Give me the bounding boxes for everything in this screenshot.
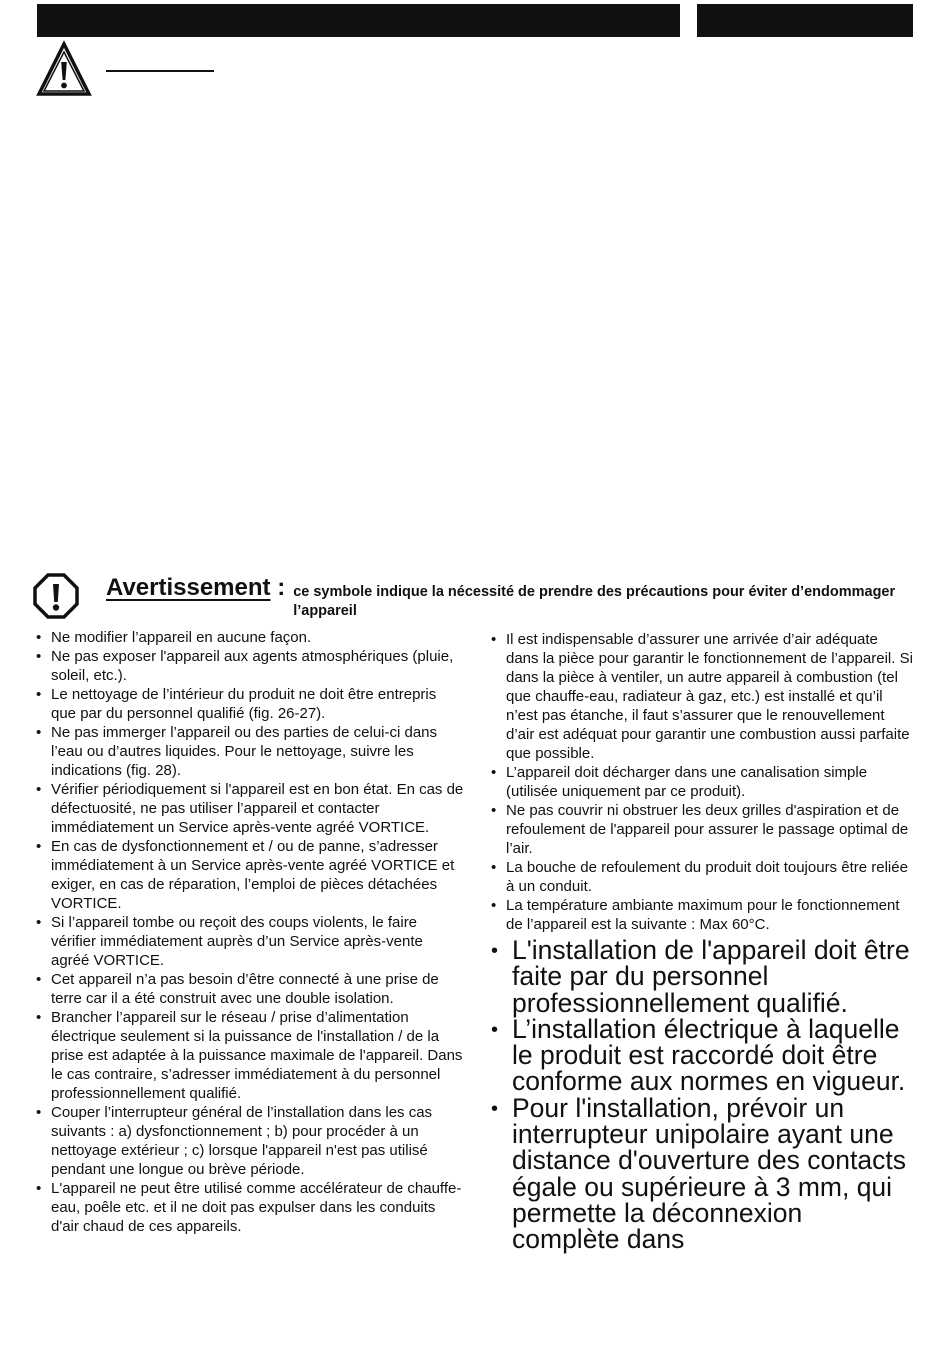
left-list — [34, 628, 464, 1236]
list-item-text: En cas de dysfonctionnement et / ou de panne, s’adresser immédiatement à un Service après-vente agréé VORTICE et exiger, en cas de réparation, l’emploi de pièces détachées VORTICE. — [51, 838, 455, 912]
list-item — [34, 685, 464, 723]
list-item — [489, 801, 914, 858]
warning-heading — [106, 573, 926, 621]
warning-description: ce symbole indique la nécessité de prendre des précautions pour éviter d’endommager l’appareil — [293, 584, 896, 619]
header-bar-tab — [697, 4, 913, 37]
list-item — [34, 1103, 464, 1179]
header-underline — [106, 70, 214, 72]
bullet: • — [491, 1018, 499, 1041]
list-item — [34, 628, 464, 647]
list-item-text: Ne pas immerger l’appareil ou des parties de celui-ci dans l’eau ou d’autres liquides. Pour le nettoyage, suivre les indications (fig. 28). — [51, 724, 438, 779]
bullet: • — [491, 859, 497, 876]
list-item — [34, 1008, 464, 1103]
left-column — [34, 628, 464, 1236]
list-item-text: Il est indispensable d’assurer une arrivée d’air adéquate dans la pièce pour garantir le fonctionnement de l’appareil. Si dans la pièce à ventiler, un autre appareil à combustion (tel que chauffe-eau, radiateur à gaz, etc.) est installé et qu’il n’est pas étanche, il faut s’assurer que le renouvellement d’air est adéquat pour garantir une combustion aussi parfaite que possible. — [506, 631, 913, 762]
danger-triangle-icon — [36, 40, 92, 96]
bullet: • — [491, 631, 497, 648]
list-item-text: Ne modifier l’appareil en aucune façon. — [51, 629, 312, 646]
right-large-list — [489, 937, 914, 1253]
large-list-item-text: L'installation de l'appareil doit être faite par du personnel professionnellement qualifié. — [512, 935, 910, 1018]
list-item — [489, 763, 914, 801]
bullet: • — [36, 781, 42, 798]
bullet: • — [36, 914, 42, 931]
bullet: • — [36, 629, 42, 646]
bullet: • — [491, 1097, 499, 1120]
list-item — [34, 780, 464, 837]
bullet: • — [36, 648, 42, 665]
large-list-item — [489, 1013, 914, 1097]
list-item-text: Ne pas exposer l'appareil aux agents atmosphériques (pluie, soleil, etc.). — [51, 648, 454, 684]
bullet: • — [36, 1180, 42, 1197]
right-column — [489, 630, 914, 1253]
list-item-text: L'appareil ne peut être utilisé comme accélérateur de chauffe-eau, poêle etc. et il ne doit pas expulser dans les conduits d'air chaud de ces appareils. — [51, 1180, 462, 1235]
large-list-item-text: L’installation électrique à laquelle le produit est raccordé doit être conforme aux normes en vigueur. — [512, 1013, 906, 1097]
list-item-text: Ne pas couvrir ni obstruer les deux grilles d'aspiration et de refoulement de l'appareil pour assurer le passage optimal de l’air. — [506, 802, 909, 857]
bullet: • — [36, 1104, 42, 1121]
list-item-text: Cet appareil n’a pas besoin d’être connecté à une prise de terre car il a été construit avec une double isolation. — [51, 971, 439, 1007]
list-item-text: La bouche de refoulement du produit doit toujours être reliée à un conduit. — [506, 859, 908, 895]
list-item — [34, 913, 464, 970]
list-item — [34, 837, 464, 913]
bullet: • — [491, 764, 497, 781]
list-item-text: L’appareil doit décharger dans une canalisation simple (utilisée uniquement par ce produit). — [506, 764, 868, 800]
right-list — [489, 630, 914, 934]
bullet: • — [491, 897, 497, 914]
warning-octagon-icon — [32, 572, 80, 620]
bullet: • — [36, 838, 42, 855]
list-item — [489, 630, 914, 763]
list-item — [489, 896, 914, 934]
bullet: • — [36, 686, 42, 703]
list-item — [489, 858, 914, 896]
bullet: • — [36, 1009, 42, 1026]
warning-title: Avertissement : — [106, 574, 286, 601]
list-item-text: Si l’appareil tombe ou reçoit des coups violents, le faire vérifier immédiatement auprès d’un Service après-vente agréé VORTICE. — [51, 914, 423, 969]
bullet: • — [491, 940, 499, 962]
list-item-text: Vérifier périodiquement si l'appareil est en bon état. En cas de défectuosité, ne pas utiliser l’appareil et contacter immédiatement un Service après-vente agréé VORTICE. — [51, 781, 464, 836]
large-list-item — [489, 1092, 914, 1255]
large-list-item — [489, 937, 914, 1016]
list-item-text: Le nettoyage de l’intérieur du produit ne doit être entrepris que par du personnel qualifié (fig. 26-27). — [51, 686, 437, 722]
list-item-text: Couper l’interrupteur général de l’installation dans les cas suivants : a) dysfonctionnement ; b) pour procéder à un nettoyage extérieur ; c) lorsque l'appareil n'est pas utilisé pendant une longue ou brève période. — [51, 1104, 433, 1178]
list-item-text: Brancher l’appareil sur le réseau / prise d’alimentation électrique seulement si la puissance de l'installation / de la prise est adaptée à la puissance maximale de l'appareil. Dans le cas contraire, s’adresser immédiatement à du personnel professionnellement qualifié. — [51, 1009, 463, 1102]
large-list-item-text: Pour l'installation, prévoir un interrupteur unipolaire ayant une distance d'ouverture des contacts égale ou supérieure à 3 mm, qui permette la déconnexion complète dans — [512, 1092, 906, 1255]
list-item — [34, 970, 464, 1008]
bullet: • — [36, 724, 42, 741]
header-bar — [37, 4, 680, 37]
bullet: • — [491, 802, 497, 819]
list-item-text: La température ambiante maximum pour le fonctionnement de l’appareil est la suivante : Max 60°C. — [506, 897, 900, 933]
list-item — [34, 647, 464, 685]
list-item — [34, 1179, 464, 1236]
bullet: • — [36, 971, 42, 988]
list-item — [34, 723, 464, 780]
